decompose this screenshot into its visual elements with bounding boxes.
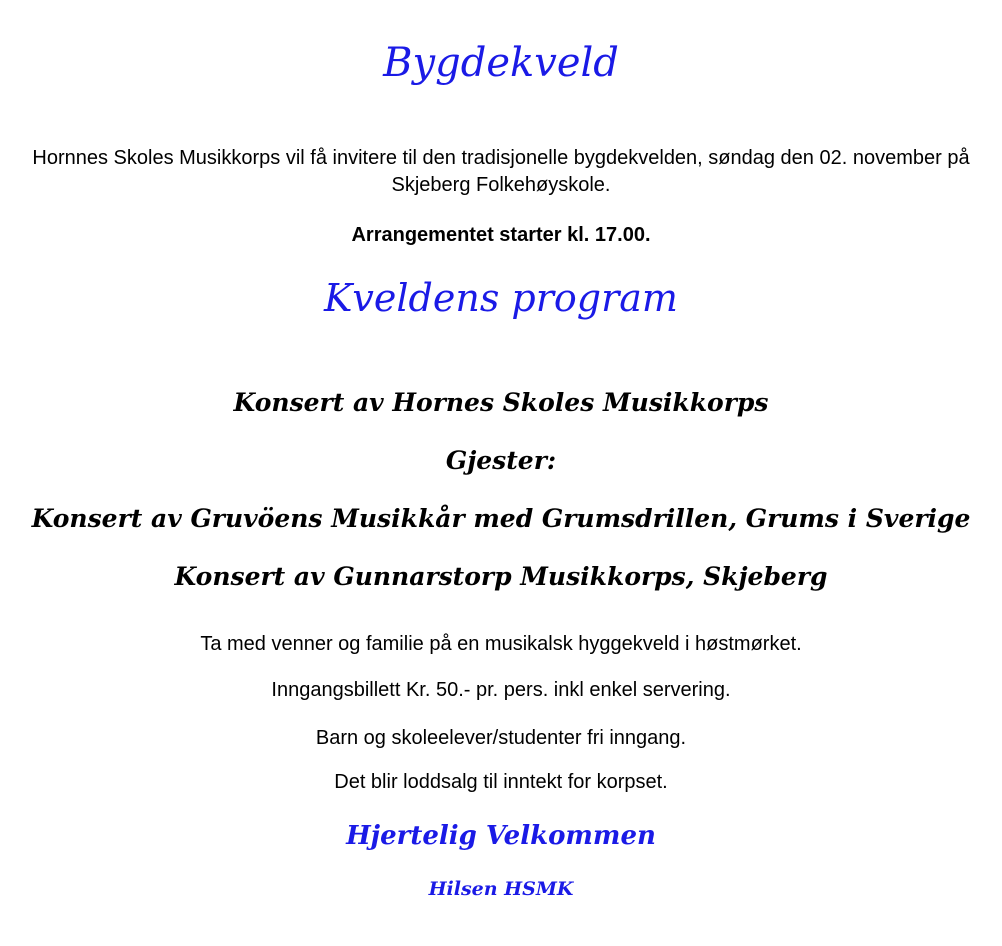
info-line: Barn og skoleelever/studenter fri inngang. — [315, 727, 687, 749]
program-item: Konsert av Gunnarstorp Musikkorps, Skjeberg — [174, 562, 828, 591]
start-time: Arrangementet starter kl. 17.00. — [351, 224, 651, 246]
program-item: Konsert av Gruvöens Musikkår med Grumsdrillen, Grums i Sverige — [31, 504, 971, 533]
info-line: Det blir loddsalg til inntekt for korpset. — [334, 771, 668, 793]
program-title: Kveldens program — [324, 276, 678, 320]
info-line: Inngangsbillett Kr. 50.- pr. pers. inkl enkel servering. — [271, 679, 731, 701]
document-title: Bygdekveld — [383, 40, 619, 86]
program-guests-heading: Gjester: — [445, 446, 557, 475]
program-item: Konsert av Hornes Skoles Musikkorps — [233, 388, 769, 417]
corner-mark — [2, 2, 8, 8]
signature: Hilsen HSMK — [428, 878, 574, 900]
info-line: Ta med venner og familie på en musikalsk hyggekveld i høstmørket. — [200, 633, 802, 655]
welcome-text: Hjertelig Velkommen — [346, 821, 656, 851]
intro-paragraph: Hornnes Skoles Musikkorps vil få invitere til den tradisjonelle bygdekvelden, søndag den 02. november på Skjeberg Folkehøyskole. — [32, 147, 970, 196]
